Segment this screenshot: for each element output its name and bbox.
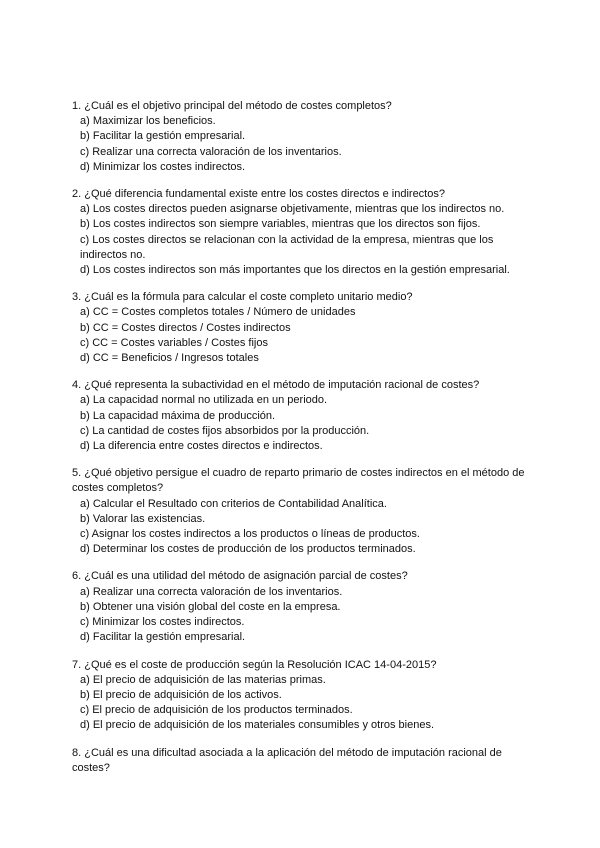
answer-option-c: c) Minimizar los costes indirectos. [80, 616, 245, 629]
answer-option-a: a) El precio de adquisición de las materias primas. [80, 673, 326, 686]
question-text: 4. ¿Qué representa la subactividad en el método de imputación racional de costes? [72, 379, 480, 392]
question-4 [72, 378, 532, 454]
question-text: 6. ¿Cuál es una utilidad del método de asignación parcial de costes? [72, 570, 408, 583]
answer-option-a: a) Calcular el Resultado con criterios de Contabilidad Analítica. [80, 497, 387, 510]
question-text: 8. ¿Cuál es una dificultad asociada a la aplicación del método de imputación racional de costes? [72, 746, 502, 774]
question-1 [72, 99, 532, 175]
answer-option-d: d) Los costes indirectos son más importantes que los directos en la gestión empresarial. [80, 264, 510, 277]
question-6 [72, 569, 532, 645]
answer-option-b: b) El precio de adquisición de los activos. [80, 688, 282, 701]
answer-option-c: c) El precio de adquisición de los productos terminados. [80, 704, 353, 717]
answer-option-d: d) El precio de adquisición de los materiales consumibles y otros bienes. [80, 719, 435, 732]
answer-option-c: c) Realizar una correcta valoración de los inventarios. [80, 145, 342, 158]
answer-option-d: d) Facilitar la gestión empresarial. [80, 631, 246, 644]
answer-option-b: b) CC = Costes directos / Costes indirectos [80, 321, 291, 334]
answer-option-a: a) Los costes directos pueden asignarse objetivamente, mientras que los indirectos no. [80, 203, 505, 216]
answer-option-a: a) CC = Costes completos totales / Número de unidades [80, 306, 356, 319]
question-text: 7. ¿Qué es el coste de producción según la Resolución ICAC 14-04-2015? [72, 658, 437, 671]
answer-option-b: b) Los costes indirectos son siempre variables, mientras que los directos son fijos. [80, 218, 481, 231]
answer-option-d: d) La diferencia entre costes directos e indirectos. [80, 440, 323, 453]
question-text: 3. ¿Cuál es la fórmula para calcular el coste completo unitario medio? [72, 291, 413, 304]
question-7 [72, 658, 532, 734]
answer-option-a: a) La capacidad normal no utilizada en un periodo. [80, 394, 328, 407]
answer-option-a: a) Realizar una correcta valoración de los inventarios. [80, 585, 343, 598]
answer-option-d: d) Determinar los costes de producción de los productos terminados. [80, 543, 416, 556]
question-2 [72, 187, 532, 278]
question-8 [72, 746, 532, 776]
answer-option-b: b) Obtener una visión global del coste en la empresa. [80, 600, 341, 613]
question-text: 5. ¿Qué objetivo persigue el cuadro de reparto primario de costes indirectos en el método de costes completos? [72, 467, 525, 495]
answer-option-d: d) Minimizar los costes indirectos. [80, 160, 246, 173]
question-list [72, 99, 532, 788]
answer-option-d: d) CC = Beneficios / Ingresos totales [80, 352, 259, 365]
answer-option-b: b) Facilitar la gestión empresarial. [80, 130, 246, 143]
answer-option-b: b) La capacidad máxima de producción. [80, 409, 276, 422]
answer-option-c: c) CC = Costes variables / Costes fijos [80, 336, 268, 349]
question-text: 2. ¿Qué diferencia fundamental existe entre los costes directos e indirectos? [72, 188, 445, 201]
answer-option-c: c) Los costes directos se relacionan con la actividad de la empresa, mientras que los indirectos no. [80, 233, 494, 261]
answer-option-a: a) Maximizar los beneficios. [80, 115, 216, 128]
question-5 [72, 466, 532, 557]
answer-option-c: c) Asignar los costes indirectos a los productos o líneas de productos. [80, 528, 420, 541]
question-3 [72, 290, 532, 366]
answer-option-c: c) La cantidad de costes fijos absorbidos por la producción. [80, 424, 370, 437]
question-text: 1. ¿Cuál es el objetivo principal del método de costes completos? [72, 100, 392, 112]
answer-option-b: b) Valorar las existencias. [80, 512, 206, 525]
